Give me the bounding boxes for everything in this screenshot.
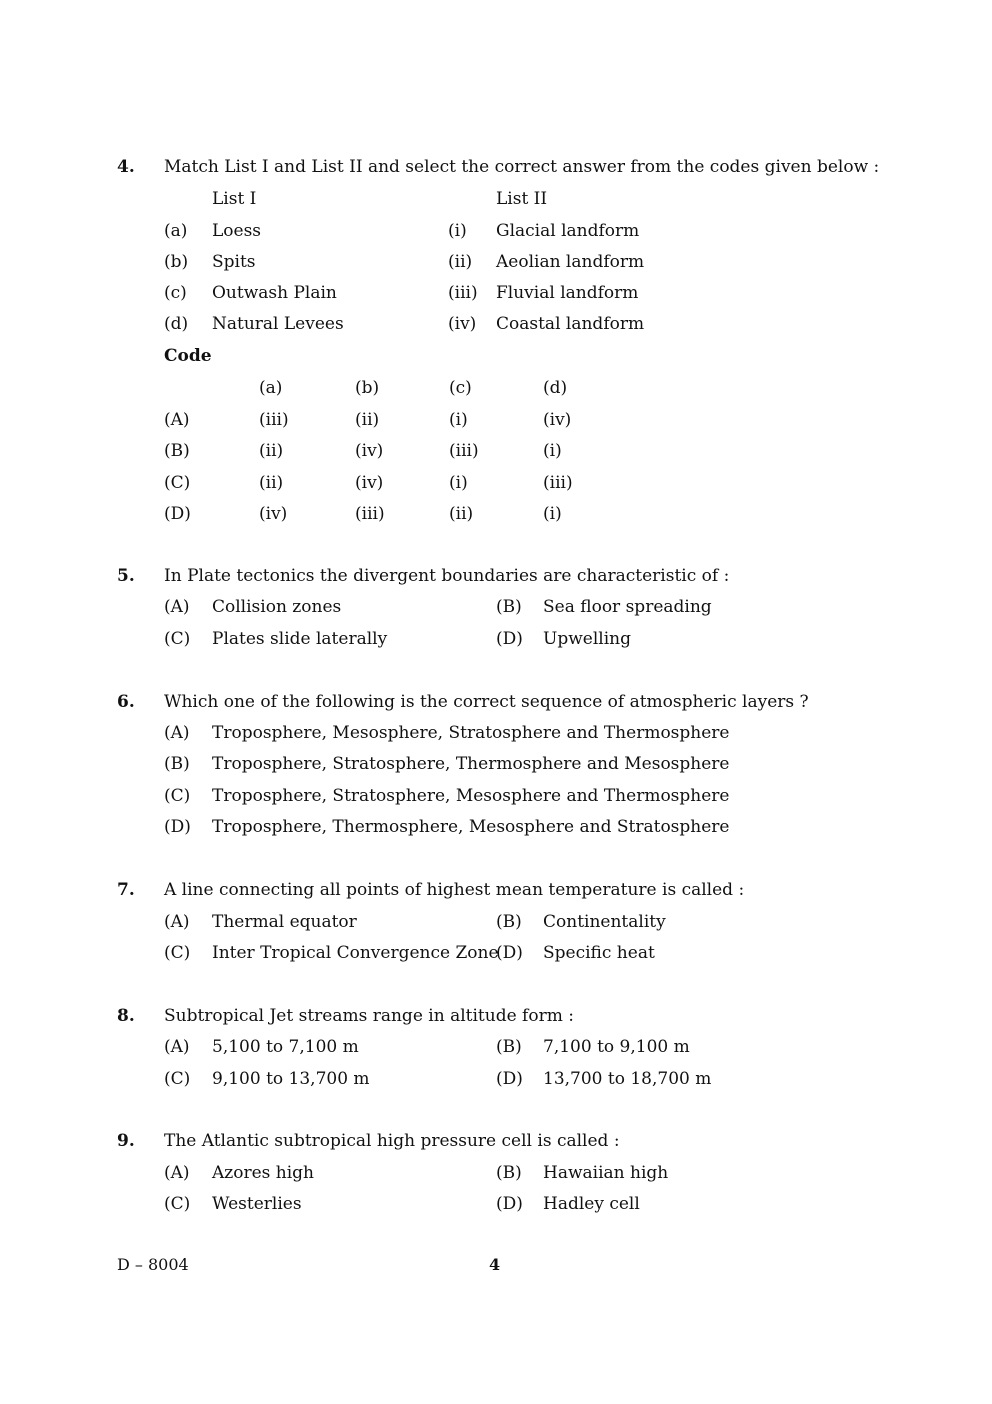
option-label: (B) (164, 754, 190, 774)
option-label: (D) (496, 1069, 523, 1089)
code-value: (i) (543, 441, 562, 461)
code-value: (ii) (355, 410, 380, 430)
option-label: (D) (496, 943, 523, 963)
code-label: Code (164, 346, 212, 366)
option-text: Upwelling (543, 629, 631, 649)
code-option: (A) (164, 410, 190, 430)
option-label: (D) (496, 1194, 523, 1214)
code-option: (D) (164, 504, 191, 524)
option-label: (A) (164, 1163, 190, 1183)
option-label: (D) (496, 629, 523, 649)
list1-label: (b) (164, 252, 189, 272)
option-text: 5,100 to 7,100 m (212, 1037, 359, 1057)
option-text: Collision zones (212, 597, 342, 617)
option-label: (C) (164, 786, 191, 806)
option-label: (C) (164, 1069, 191, 1089)
option-text: Hawaiian high (543, 1163, 669, 1183)
option-text: Azores high (212, 1163, 314, 1183)
option-label: (C) (164, 629, 191, 649)
code-value: (i) (449, 473, 468, 493)
option-label: (D) (164, 817, 191, 837)
option-text: Sea floor spreading (543, 597, 712, 617)
option-text: Continentality (543, 912, 666, 932)
list1-label: (c) (164, 283, 187, 303)
code-value: (iv) (259, 504, 288, 524)
list1-label: (d) (164, 314, 189, 334)
q7-text: A line connecting all points of highest mean temperature is called : (164, 880, 745, 900)
q9-text: The Atlantic subtropical high pressure cell is called : (164, 1131, 620, 1151)
page-number: 4 (489, 1255, 501, 1274)
list2-label: (ii) (448, 252, 473, 272)
option-text: Inter Tropical Convergence Zone (212, 943, 499, 963)
list1-item: Outwash Plain (212, 283, 337, 303)
option-text: Hadley cell (543, 1194, 640, 1214)
option-label: (C) (164, 1194, 191, 1214)
code-value: (i) (449, 410, 468, 430)
list2-item: Fluvial landform (496, 283, 639, 303)
code-value: (iii) (259, 410, 289, 430)
q8-number: 8. (117, 1006, 135, 1026)
q8-text: Subtropical Jet streams range in altitude form : (164, 1006, 574, 1026)
option-label: (A) (164, 1037, 190, 1057)
option-label: (C) (164, 943, 191, 963)
list2-item: Coastal landform (496, 314, 645, 334)
option-label: (B) (496, 1163, 522, 1183)
list2-item: Glacial landform (496, 221, 640, 241)
list2-header: List II (496, 189, 548, 209)
option-text: 9,100 to 13,700 m (212, 1069, 370, 1089)
code-option: (C) (164, 473, 191, 493)
code-option: (B) (164, 441, 190, 461)
list2-item: Aeolian landform (496, 252, 645, 272)
q5-text: In Plate tectonics the divergent boundaries are characteristic of : (164, 566, 730, 586)
option-label: (A) (164, 597, 190, 617)
option-text: 13,700 to 18,700 m (543, 1069, 712, 1089)
option-label: (A) (164, 912, 190, 932)
q5-number: 5. (117, 566, 135, 586)
list1-label: (a) (164, 221, 188, 241)
q7-number: 7. (117, 880, 135, 900)
q4-number: 4. (117, 157, 135, 177)
list2-label: (iv) (448, 314, 477, 334)
code-value: (i) (543, 504, 562, 524)
option-text: Specific heat (543, 943, 655, 963)
q9-number: 9. (117, 1131, 135, 1151)
code-value: (ii) (449, 504, 474, 524)
option-label: (B) (496, 912, 522, 932)
code-header: (d) (543, 378, 568, 398)
list1-item: Spits (212, 252, 256, 272)
list2-label: (iii) (448, 283, 478, 303)
option-text: Troposphere, Mesosphere, Stratosphere and Thermosphere (212, 723, 730, 743)
option-text: Troposphere, Thermosphere, Mesosphere and Stratosphere (212, 817, 730, 837)
option-text: Plates slide laterally (212, 629, 388, 649)
code-value: (iii) (355, 504, 385, 524)
option-text: Westerlies (212, 1194, 302, 1214)
option-text: Troposphere, Stratosphere, Thermosphere and Mesosphere (212, 754, 730, 774)
option-label: (A) (164, 723, 190, 743)
code-value: (iii) (449, 441, 479, 461)
q4-text: Match List I and List II and select the correct answer from the codes given below : (164, 157, 880, 177)
option-text: Thermal equator (212, 912, 357, 932)
list1-header: List I (212, 189, 257, 209)
option-text: 7,100 to 9,100 m (543, 1037, 690, 1057)
option-label: (B) (496, 1037, 522, 1057)
list2-label: (i) (448, 221, 467, 241)
code-header: (a) (259, 378, 283, 398)
code-value: (iii) (543, 473, 573, 493)
list1-item: Natural Levees (212, 314, 344, 334)
q6-text: Which one of the following is the correct sequence of atmospheric layers ? (164, 692, 809, 712)
code-value: (ii) (259, 473, 284, 493)
option-text: Troposphere, Stratosphere, Mesosphere and Thermosphere (212, 786, 730, 806)
code-header: (c) (449, 378, 472, 398)
code-value: (iv) (355, 473, 384, 493)
option-label: (B) (496, 597, 522, 617)
code-value: (iv) (543, 410, 572, 430)
code-header: (b) (355, 378, 380, 398)
list1-item: Loess (212, 221, 262, 241)
code-value: (ii) (259, 441, 284, 461)
footer-code: D – 8004 (117, 1255, 189, 1274)
q6-number: 6. (117, 692, 135, 712)
code-value: (iv) (355, 441, 384, 461)
